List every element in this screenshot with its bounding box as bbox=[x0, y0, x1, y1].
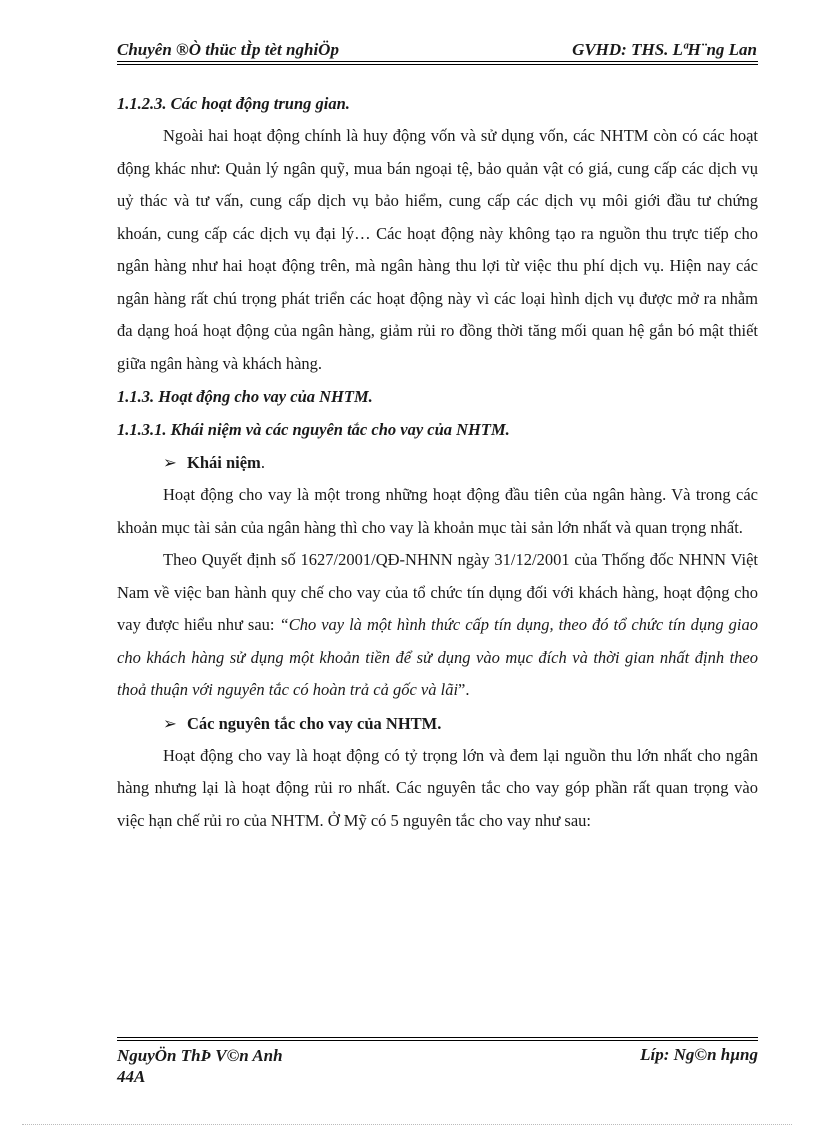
bullet-concept-period: . bbox=[260, 453, 265, 472]
paragraph-decision-quote bbox=[117, 544, 758, 707]
page-header bbox=[117, 40, 757, 62]
bullet-concept bbox=[117, 446, 758, 479]
arrow-bullet-icon: ➢ bbox=[163, 713, 177, 733]
heading-1-1-2-3: 1.1.2.3. Các hoạt động trung gian. bbox=[117, 94, 350, 113]
footer-rule-bottom bbox=[117, 1040, 758, 1041]
paragraph-principles: Hoạt động cho vay là hoạt động có tỷ trọng lớn và đem lại nguồn thu lớn nhất cho ngân hàng nhưng lại là hoạt động rủi ro nhất. Các nguyên tắc cho vay góp phần rất quan trọng vào việc hạn chế rủi ro của NHTM. Ở Mỹ có 5 nguyên tắc cho vay như sau: bbox=[117, 745, 758, 830]
heading-1-1-3-1: 1.1.3.1. Khái niệm và các nguyên tắc cho vay của NHTM. bbox=[117, 420, 510, 439]
header-advisor: GVHD: THS. LªH¨ng Lan bbox=[572, 40, 757, 59]
page-body bbox=[117, 87, 758, 837]
bullet-principles bbox=[117, 707, 758, 740]
arrow-bullet-icon: ➢ bbox=[163, 453, 177, 472]
paragraph-intermediary-activities: Ngoài hai hoạt động chính là huy động vốn và sử dụng vốn, các NHTM còn có các hoạt động khác như: Quản lý ngân quỹ, mua bán ngoại tệ, bảo quản vật có giá, cung cấp các dịch vụ uỷ thác và tư vấn, cung cấp dịch vụ bảo hiểm, cung cấp các dịch vụ môi giới đầu tư chứng khoán, cung cấp các dịch vụ đại lý… Các hoạt động này không tạo ra nguồn thu trực tiếp cho ngân hàng như hai hoạt động trên, mà ngân hàng thu lợi từ việc thu phí dịch vụ. Hiện nay các ngân hàng rất chú trọng phát triển các hoạt động này vì các loại hình dịch vụ được mở ra nhằm đa dạng hoá hoạt động của ngân hàng, giảm rủi ro đồng thời tăng mối quan hệ gắn bó mật thiết giữa ngân hàng và khách hàng. bbox=[117, 126, 758, 373]
footer-author-name: NguyÖn ThÞ V©n Anh bbox=[117, 1046, 283, 1065]
quote-intro: Theo Quyết định số 1627/2001/QĐ-NHNN ngày 31/12/2001 của Thống đốc NHNN Việt Nam về việc ban hành quy chế cho vay của tổ chức tín dụng đối với khách hàng, hoạt động cho vay được hiểu như sau: bbox=[117, 550, 758, 634]
quote-end: ”. bbox=[458, 680, 470, 699]
quote-text: “Cho vay là một hình thức cấp tín dụng, theo đó tổ chức tín dụng giao cho khách hàng sử dụng một khoản tiền để sử dụng vào mục đích và thời gian nhất định theo thoả thuận với nguyên tắc có hoàn trả cả gốc và lãi bbox=[117, 615, 758, 699]
header-rule-top bbox=[117, 61, 758, 62]
bullet-principles-label: Các nguyên tắc cho vay của NHTM. bbox=[187, 713, 442, 733]
paragraph-lending-definition: Hoạt động cho vay là một trong những hoạt động đầu tiên của ngân hàng. Và trong các khoản mục tài sản của ngân hàng thì cho vay là khoản mục tài sản lớn nhất và quan trọng nhất. bbox=[117, 485, 758, 537]
header-rule-bottom bbox=[117, 64, 758, 65]
footer-class: Líp: Ng©n hµng bbox=[640, 1045, 758, 1064]
heading-1-1-3: 1.1.3. Hoạt động cho vay của NHTM. bbox=[117, 387, 373, 406]
footer-rule-top bbox=[117, 1037, 758, 1038]
header-title: Chuyên ®Ò thüc tÌp tèt nghiÖp bbox=[117, 40, 339, 59]
footer-author bbox=[117, 1045, 283, 1087]
footer-author-class-code: 44A bbox=[117, 1067, 146, 1086]
bullet-concept-label: Khái niệm bbox=[187, 453, 261, 472]
